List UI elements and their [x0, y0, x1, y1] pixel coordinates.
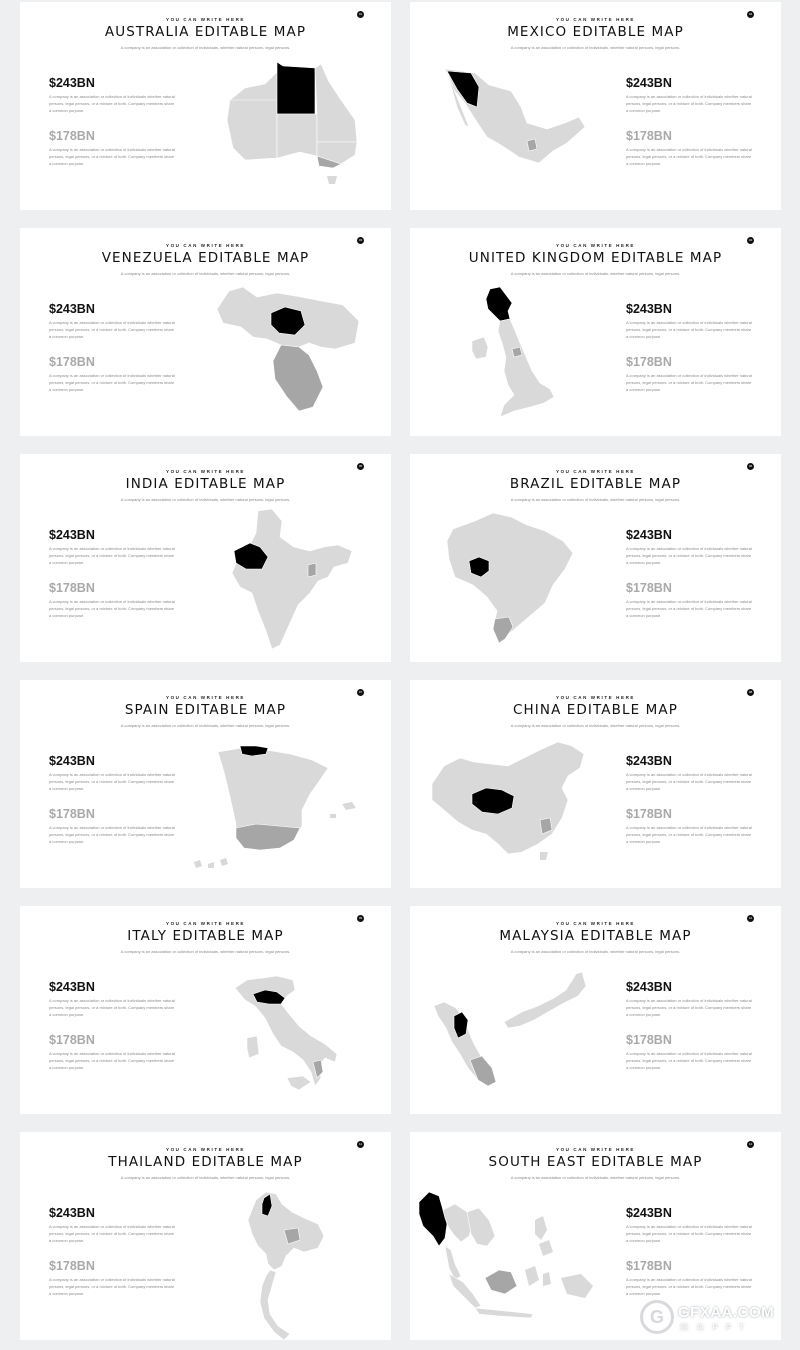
- watermark: [640, 1300, 790, 1336]
- watermark-logo-icon: G: [640, 1300, 674, 1334]
- secondary-value: $178BN: [49, 1259, 95, 1273]
- kicker: YOU CAN WRITE HERE: [555, 921, 636, 926]
- secondary-value: $178BN: [626, 581, 672, 595]
- spain-map[interactable]: [190, 744, 365, 874]
- slide-title: CHINA EDITABLE MAP: [513, 702, 678, 718]
- slide-subtitle: A company is an association or collection of individuals, whether natural persons, legal persons.: [120, 723, 291, 728]
- slide-china[interactable]: [410, 680, 781, 888]
- brazil-map[interactable]: [445, 511, 575, 646]
- italy-map[interactable]: [233, 974, 343, 1096]
- secondary-value: $178BN: [49, 355, 95, 369]
- slide-united-kingdom[interactable]: [410, 228, 781, 436]
- venezuela-map[interactable]: [213, 283, 363, 413]
- secondary-description: A company is an association or collection of individuals whether natural persons, legal persons, or a mixture of both. Company members share a common purpose.: [626, 373, 752, 392]
- secondary-description: A company is an association or collection of individuals whether natural persons, legal persons, or a mixture of both. Company members share a common purpose.: [49, 373, 175, 392]
- secondary-description: A company is an association or collection of individuals whether natural persons, legal persons, or a mixture of both. Company members share a common purpose.: [626, 147, 752, 166]
- secondary-value: $178BN: [626, 1033, 672, 1047]
- page-number-badge: 01: [358, 12, 363, 16]
- primary-description: A company is an association or collection of individuals whether natural persons, legal persons, or a mixture of both. Company members share a common purpose.: [626, 546, 752, 565]
- secondary-description: A company is an association or collection of individuals whether natural persons, legal persons, or a mixture of both. Company members share a common purpose.: [626, 1277, 752, 1296]
- slide-subtitle: A company is an association or collection of individuals, whether natural persons, legal persons.: [120, 949, 291, 954]
- primary-value: $243BN: [49, 76, 95, 90]
- secondary-description: A company is an association or collection of individuals whether natural persons, legal persons, or a mixture of both. Company members share a common purpose.: [49, 825, 175, 844]
- page-number-badge: 06: [748, 464, 753, 468]
- secondary-description: A company is an association or collection of individuals whether natural persons, legal persons, or a mixture of both. Company members share a common purpose.: [49, 1277, 175, 1296]
- slide-australia[interactable]: [20, 2, 391, 210]
- primary-description: A company is an association or collection of individuals whether natural persons, legal persons, or a mixture of both. Company members share a common purpose.: [49, 546, 175, 565]
- slide-title: SOUTH EAST EDITABLE MAP: [488, 1154, 703, 1170]
- secondary-description: A company is an association or collection of individuals whether natural persons, legal persons, or a mixture of both. Company members share a common purpose.: [626, 1051, 752, 1070]
- stats-block: [626, 980, 766, 1071]
- slide-title: MEXICO EDITABLE MAP: [507, 24, 684, 40]
- slide-title: SPAIN EDITABLE MAP: [124, 702, 287, 718]
- secondary-value: $178BN: [49, 581, 95, 595]
- stats-block: [49, 754, 189, 845]
- stats-block: [626, 302, 766, 393]
- primary-value: $243BN: [626, 980, 672, 994]
- stats-block: [626, 528, 766, 619]
- slide-malaysia[interactable]: [410, 906, 781, 1114]
- secondary-description: A company is an association or collection of individuals whether natural persons, legal persons, or a mixture of both. Company members share a common purpose.: [49, 147, 175, 166]
- stats-block: [49, 302, 189, 393]
- secondary-value: $178BN: [626, 355, 672, 369]
- slide-subtitle: A company is an association or collection of individuals, whether natural persons, legal persons.: [510, 497, 681, 502]
- kicker: YOU CAN WRITE HERE: [555, 1147, 636, 1152]
- south-east-asia-map[interactable]: [415, 1190, 595, 1320]
- slide-title: INDIA EDITABLE MAP: [125, 476, 286, 492]
- primary-value: $243BN: [49, 528, 95, 542]
- watermark-text: GFXAA.COM: [678, 1304, 775, 1321]
- primary-value: $243BN: [626, 754, 672, 768]
- primary-description: A company is an association or collection of individuals whether natural persons, legal persons, or a mixture of both. Company members share a common purpose.: [49, 772, 175, 791]
- secondary-value: $178BN: [626, 807, 672, 821]
- slide-subtitle: A company is an association or collection of individuals, whether natural persons, legal persons.: [510, 271, 681, 276]
- slide-subtitle: A company is an association or collection of individuals, whether natural persons, legal persons.: [510, 723, 681, 728]
- stats-block: [626, 76, 766, 167]
- india-map[interactable]: [228, 507, 356, 652]
- kicker: YOU CAN WRITE HERE: [165, 469, 246, 474]
- slide-thailand[interactable]: [20, 1132, 391, 1340]
- malaysia-map[interactable]: [430, 968, 590, 1090]
- secondary-description: A company is an association or collection of individuals whether natural persons, legal persons, or a mixture of both. Company members share a common purpose.: [49, 1051, 175, 1070]
- slide-mexico[interactable]: [410, 2, 781, 210]
- kicker: YOU CAN WRITE HERE: [165, 243, 246, 248]
- slide-title: BRAZIL EDITABLE MAP: [509, 476, 682, 492]
- slide-spain[interactable]: [20, 680, 391, 888]
- secondary-description: A company is an association or collection of individuals whether natural persons, legal persons, or a mixture of both. Company members share a common purpose.: [626, 825, 752, 844]
- slide-title: ITALY EDITABLE MAP: [127, 928, 284, 944]
- secondary-value: $178BN: [626, 1259, 672, 1273]
- page-number-badge: 09: [358, 916, 363, 920]
- kicker: YOU CAN WRITE HERE: [555, 243, 636, 248]
- kicker: YOU CAN WRITE HERE: [165, 695, 246, 700]
- page-number-badge: 12: [748, 1142, 753, 1146]
- stats-block: [49, 76, 189, 167]
- page-number-badge: 10: [748, 916, 753, 920]
- page-number-badge: 04: [748, 238, 753, 242]
- mexico-map[interactable]: [435, 67, 595, 172]
- slide-italy[interactable]: [20, 906, 391, 1114]
- slide-title: AUSTRALIA EDITABLE MAP: [104, 24, 307, 40]
- page-number-badge: 05: [358, 464, 363, 468]
- kicker: YOU CAN WRITE HERE: [555, 17, 636, 22]
- stats-block: [626, 1206, 766, 1297]
- primary-description: A company is an association or collection of individuals whether natural persons, legal persons, or a mixture of both. Company members share a common purpose.: [626, 320, 752, 339]
- page-number-badge: 08: [748, 690, 753, 694]
- kicker: YOU CAN WRITE HERE: [165, 921, 246, 926]
- primary-value: $243BN: [626, 1206, 672, 1220]
- thailand-map[interactable]: [238, 1190, 328, 1340]
- slide-title: THAILAND EDITABLE MAP: [108, 1154, 303, 1170]
- primary-description: A company is an association or collection of individuals whether natural persons, legal persons, or a mixture of both. Company members share a common purpose.: [626, 998, 752, 1017]
- kicker: YOU CAN WRITE HERE: [555, 469, 636, 474]
- kicker: YOU CAN WRITE HERE: [165, 17, 246, 22]
- secondary-value: $178BN: [626, 129, 672, 143]
- primary-value: $243BN: [49, 980, 95, 994]
- page-number-badge: 11: [358, 1142, 363, 1146]
- china-map[interactable]: [428, 740, 593, 862]
- slide-subtitle: A company is an association or collection of individuals, whether natural persons, legal persons.: [120, 497, 291, 502]
- slide-title: VENEZUELA EDITABLE MAP: [101, 250, 310, 266]
- primary-value: $243BN: [626, 528, 672, 542]
- primary-description: A company is an association or collection of individuals whether natural persons, legal persons, or a mixture of both. Company members share a common purpose.: [49, 1224, 175, 1243]
- primary-description: A company is an association or collection of individuals whether natural persons, legal persons, or a mixture of both. Company members share a common purpose.: [49, 94, 175, 113]
- stats-block: [49, 980, 189, 1071]
- slide-subtitle: A company is an association or collection of individuals, whether natural persons, legal persons.: [120, 1175, 291, 1180]
- slide-subtitle: A company is an association or collection of individuals, whether natural persons, legal persons.: [510, 1175, 681, 1180]
- page-number-badge: 07: [358, 690, 363, 694]
- page-number-badge: 02: [748, 12, 753, 16]
- slide-venezuela[interactable]: [20, 228, 391, 436]
- primary-value: $243BN: [626, 302, 672, 316]
- stats-block: [626, 754, 766, 845]
- primary-description: A company is an association or collection of individuals whether natural persons, legal persons, or a mixture of both. Company members share a common purpose.: [49, 998, 175, 1017]
- slide-subtitle: A company is an association or collection of individuals, whether natural persons, legal persons.: [120, 271, 291, 276]
- stats-block: [49, 1206, 189, 1297]
- primary-value: $243BN: [49, 1206, 95, 1220]
- primary-description: A company is an association or collection of individuals whether natural persons, legal persons, or a mixture of both. Company members share a common purpose.: [626, 94, 752, 113]
- secondary-value: $178BN: [49, 1033, 95, 1047]
- page-number-badge: 03: [358, 238, 363, 242]
- stats-block: [49, 528, 189, 619]
- slide-title: MALAYSIA EDITABLE MAP: [499, 928, 692, 944]
- primary-description: A company is an association or collection of individuals whether natural persons, legal persons, or a mixture of both. Company members share a common purpose.: [49, 320, 175, 339]
- secondary-description: A company is an association or collection of individuals whether natural persons, legal persons, or a mixture of both. Company members share a common purpose.: [49, 599, 175, 618]
- primary-description: A company is an association or collection of individuals whether natural persons, legal persons, or a mixture of both. Company members share a common purpose.: [626, 772, 752, 791]
- watermark-subtext: 图 鱼 P P T: [680, 1323, 748, 1332]
- primary-value: $243BN: [49, 302, 95, 316]
- australia-map[interactable]: [225, 60, 360, 185]
- secondary-description: A company is an association or collection of individuals whether natural persons, legal persons, or a mixture of both. Company members share a common purpose.: [626, 599, 752, 618]
- slide-brazil[interactable]: [410, 454, 781, 662]
- united-kingdom-map[interactable]: [470, 285, 565, 420]
- slide-india[interactable]: [20, 454, 391, 662]
- slide-subtitle: A company is an association or collection of individuals, whether natural persons, legal persons.: [510, 949, 681, 954]
- primary-value: $243BN: [626, 76, 672, 90]
- slide-title: UNITED KINGDOM EDITABLE MAP: [468, 250, 723, 266]
- slide-subtitle: A company is an association or collection of individuals, whether natural persons, legal persons.: [120, 45, 291, 50]
- kicker: YOU CAN WRITE HERE: [555, 695, 636, 700]
- slide-subtitle: A company is an association or collection of individuals, whether natural persons, legal persons.: [510, 45, 681, 50]
- kicker: YOU CAN WRITE HERE: [165, 1147, 246, 1152]
- primary-value: $243BN: [49, 754, 95, 768]
- secondary-value: $178BN: [49, 807, 95, 821]
- primary-description: A company is an association or collection of individuals whether natural persons, legal persons, or a mixture of both. Company members share a common purpose.: [626, 1224, 752, 1243]
- secondary-value: $178BN: [49, 129, 95, 143]
